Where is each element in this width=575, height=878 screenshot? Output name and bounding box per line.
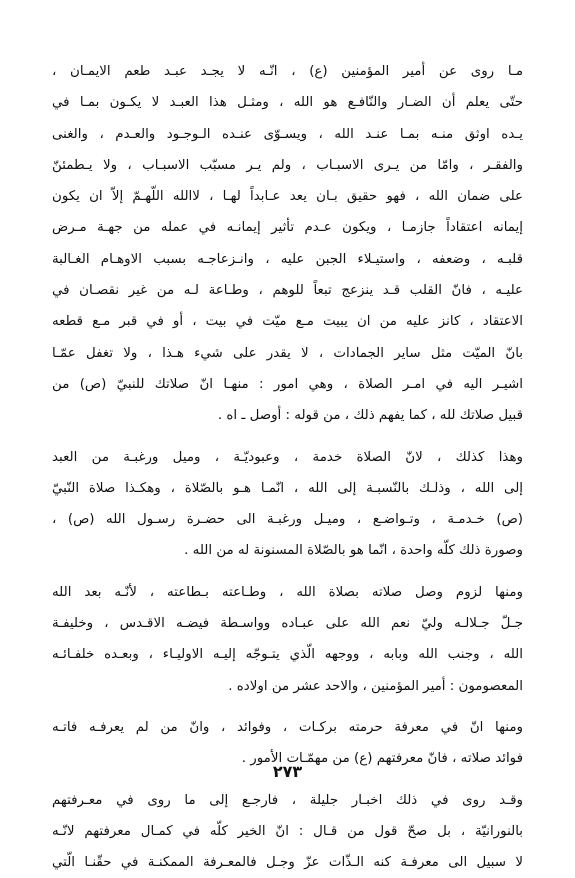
body-text bbox=[52, 56, 523, 878]
paragraph bbox=[52, 442, 523, 567]
text-line: اشيـر اليه في امـر الصلاة ، وهي امور : منهـا انّ صلاتك للنبيّ (ص) من bbox=[52, 376, 523, 392]
text-line: حتّى يعلم أن الضـار والنّافـع هو الله ، ومثـل هذا العبـد لا يكـون بمـا في bbox=[52, 95, 523, 111]
text-line: الاعتقاد ، كانز عليه من ان يبيت مـع ميّت في بيت ، أو في قبر مـع قطعه bbox=[52, 314, 523, 330]
text-line: فوائد صلاته ، فانّ معرفتهم (ع) من مهمّـات الأمور . bbox=[241, 751, 523, 767]
paragraph bbox=[52, 577, 523, 702]
text-line: عليـه ، فانّ القلب قـد ينزعج تبعاً للوهم ، وطـاعة لـه من غير نقصـان في bbox=[52, 283, 523, 299]
text-line: وقـد روى في ذلك اخبـار جليلة ، فارجـع إلى ما روى في معـرفتهم bbox=[52, 792, 523, 808]
text-line: ومنها لزوم وصل صلاته بصلاة الله ، وطـاعته بـطاعته ، لأنّـه بعد الله bbox=[52, 584, 523, 600]
text-line: والفقـر ، وامّا من يـرى الاسبـاب ، ولم يـر مسبّب الاسبـاب ، ولا يـطمئنّ bbox=[52, 157, 523, 173]
text-line: إلى الله ، وذلـك بالنّسبـة إلى الله ، انّمـا هـو بالصّلاة ، وهكـذا صلاة النّبيّ bbox=[52, 480, 523, 496]
paragraph bbox=[52, 785, 523, 878]
text-line: بانّ الميّت مثل ساير الجمادات ، لا يقدر على شيء هـذا ، ولا تغفل عمّـا bbox=[52, 345, 523, 361]
text-line: وصورة ذلك كلّه واحدة ، انّما هو بالصّلاة المسنونة له من الله . bbox=[184, 543, 523, 559]
text-line: جـلّ جـلالـه وليّ نعم الله على عبـاده وواسـطة فيضـه الاقـدس ، وخليفـة bbox=[52, 616, 523, 632]
text-line: قبيل صلاتك لله ، كما يفهم ذلك ، من قوله : أوصل ـ اه . bbox=[217, 408, 523, 424]
text-line: (ص) خـدمـة ، وتـواضـع ، وميـل ورغبـة الى حضـرة رسـول الله (ص) ، bbox=[52, 512, 523, 528]
text-line: على ضمان الله ، فهو حقيق بـان يعد عـابداً لهـا ، لاالله اللّهـمّ إلاّ ان يكون bbox=[52, 189, 523, 205]
text-line: قلبـه ، وضعفه ، واستيـلاء الجبن عليه ، وانـزعاجـه بسبب الاوهـام الغـالبة bbox=[52, 251, 523, 267]
text-line: لا سبيل الى معرفـة كنه الـذّات عزّ وجـل فالمعـرفة الممكنـة في حقّنـا الّتي bbox=[52, 855, 523, 871]
paragraph bbox=[52, 56, 523, 432]
text-line: ومنها انّ في معرفة حرمته بركـات ، وفوائد ، وانّ من لم يعرفـه فاتـه bbox=[52, 719, 523, 735]
text-line: المعصومون : أمير المؤمنين ، والاحد عشر من اولاده . bbox=[228, 678, 523, 694]
text-line: مـا روى عن أمير المؤمنين (ع) ، انّـه لا يجـد عبـد طعم الايمـان ، bbox=[52, 64, 523, 79]
text-line: وهذا كذلك ، لانّ الصلاة خدمة ، وعبوديّـة ، وميل ورغبـة من العبد bbox=[52, 449, 523, 465]
page-number: ٢٧٣ bbox=[272, 762, 303, 781]
text-line: يـده اوثق منـه بمـا عنـد الله ، ويسـوّى عنـده الـوجـود والعـدم ، والغنى bbox=[52, 126, 523, 142]
text-line: الله ، وجنب الله وبابه ، ووجهه الّذي يتـوجّه إليـه الاوليـاء ، وبعـده خلفـائـه bbox=[52, 647, 523, 663]
text-line: بالنورانيّة ، بل صحّ قول من قـال : انّ الخير كلّه في كمـال معرفتهم لانّـه bbox=[52, 823, 523, 839]
text-line: إيمانه اعتقاداً جازمـا ، ويكون عـدم تأثير إيمانـه في عمله من جهـة مـرض bbox=[52, 220, 523, 236]
